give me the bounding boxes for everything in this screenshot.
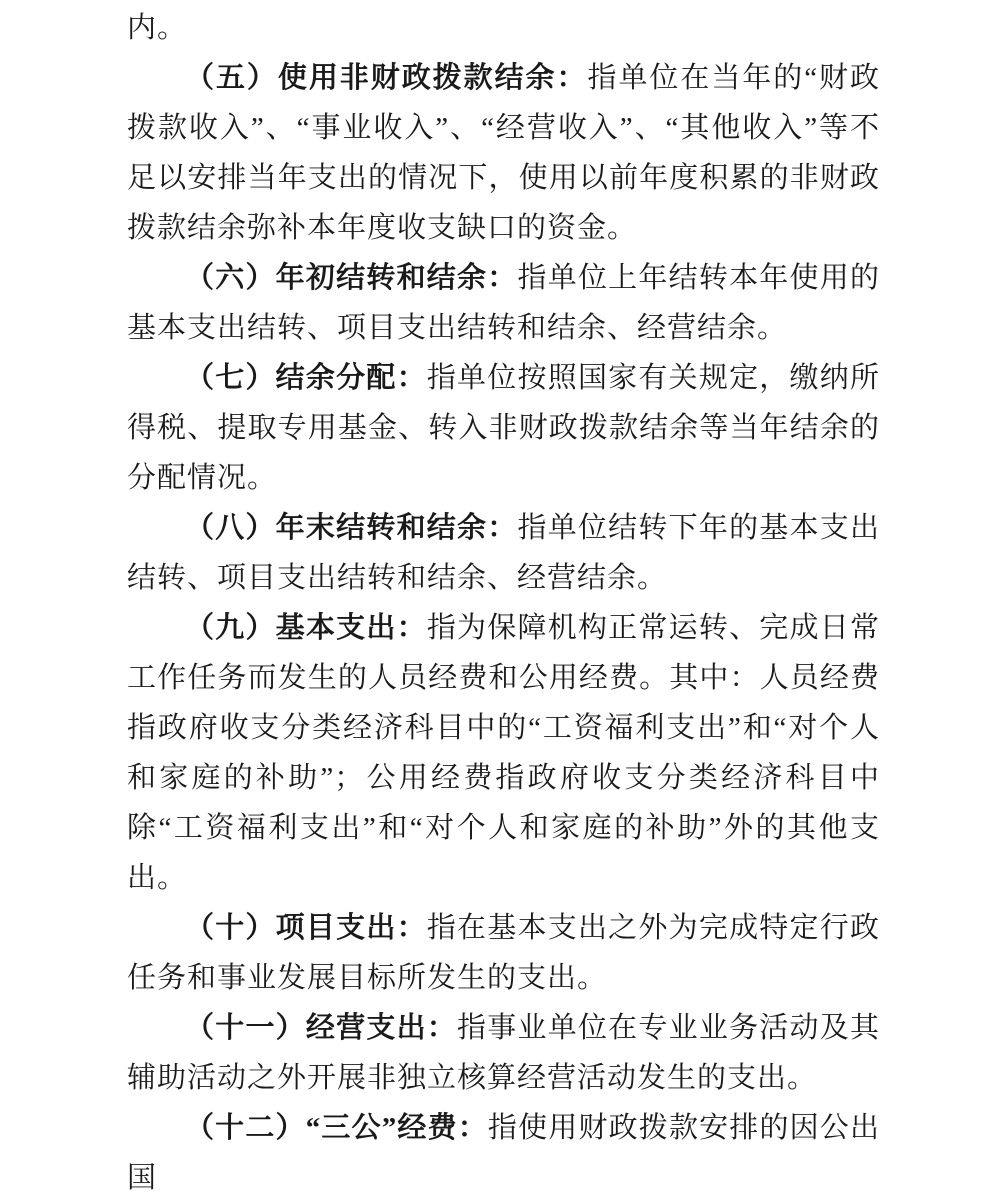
paragraph-text: 内。: [127, 12, 188, 44]
paragraph-term-11: [127, 1003, 880, 1103]
term-definition: 指单位按照国家有关规定，缴纳所得税、提取专用基金、转入非财政拨款结余等当年结余的分配情况。: [127, 362, 880, 494]
paragraph-term-6: [127, 253, 880, 353]
term-definition: 指事业单位在专业业务活动及其辅助活动之外开展非独立核算经营活动发生的支出。: [127, 1012, 880, 1094]
paragraph-term-8: [127, 503, 880, 603]
paragraph-continuation: [127, 3, 880, 53]
term-label: （六）年初结转和结余：: [185, 262, 518, 294]
paragraph-term-7: [127, 353, 880, 503]
paragraph-term-5: [127, 53, 880, 253]
term-label: （十）项目支出：: [185, 912, 427, 944]
term-definition: 指为保障机构正常运转、完成日常工作任务而发生的人员经费和公用经费。其中：人员经费指政府收支分类经济科目中的“工资福利支出”和“对个人和家庭的补助”；公用经费指政府收支分类经济科目中除“工资福利支出”和“对个人和家庭的补助”外的其他支出。: [127, 612, 880, 894]
term-label: （十一）经营支出：: [185, 1012, 458, 1044]
term-label: （五）使用非财政拨款结余：: [185, 62, 588, 94]
term-definition: 指单位上年结转本年使用的基本支出结转、项目支出结转和结余、经营结余。: [127, 262, 880, 344]
paragraph-term-12: [127, 1103, 880, 1203]
paragraph-term-10: [127, 903, 880, 1003]
term-definition: 指单位结转下年的基本支出结转、项目支出结转和结余、经营结余。: [127, 512, 880, 594]
term-label: （七）结余分配：: [185, 362, 427, 394]
term-label: （十二）“三公”经费：: [185, 1112, 488, 1144]
term-definition: 指在基本支出之外为完成特定行政任务和事业发展目标所发生的支出。: [127, 912, 880, 994]
term-label: （九）基本支出：: [185, 612, 427, 644]
term-definition: 指使用财政拨款安排的因公出国: [127, 1112, 880, 1194]
term-label: （八）年末结转和结余：: [185, 512, 518, 544]
term-definition: 指单位在当年的“财政拨款收入”、“事业收入”、“经营收入”、“其他收入”等不足以安排当年支出的情况下，使用以前年度积累的非财政拨款结余弥补本年度收支缺口的资金。: [127, 62, 880, 244]
paragraph-term-9: [127, 603, 880, 903]
